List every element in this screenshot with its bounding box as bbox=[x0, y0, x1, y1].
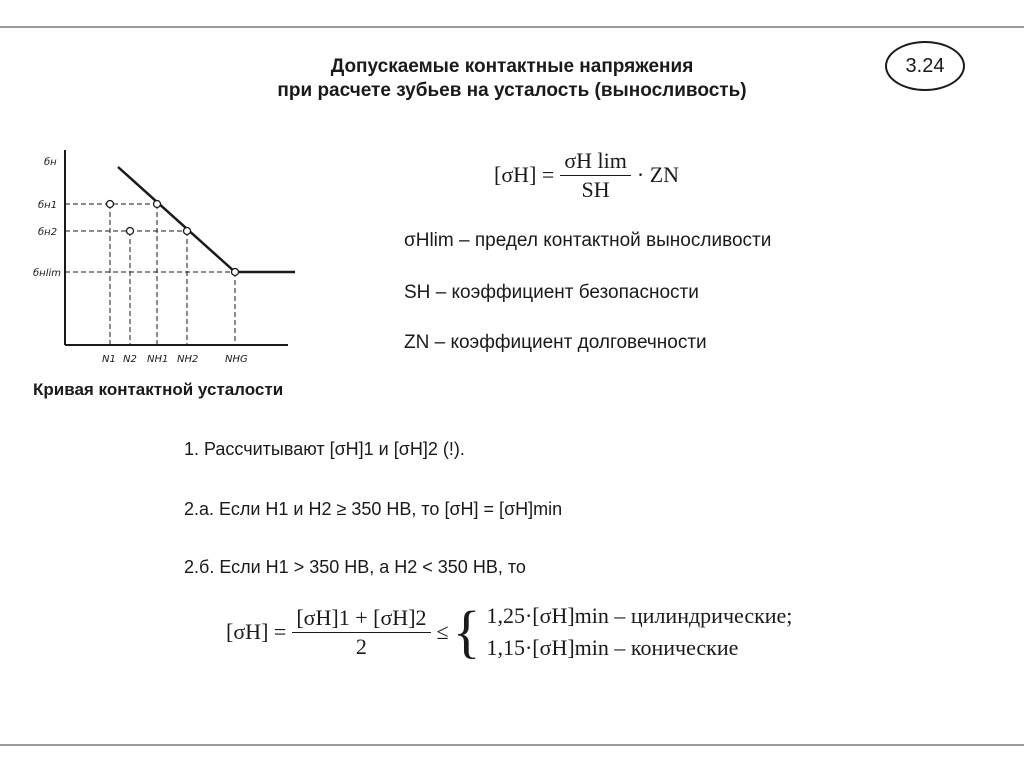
fatigue-curve-graph bbox=[30, 140, 310, 375]
formula-final-denominator: 2 bbox=[355, 633, 367, 659]
formula-final-le: ≤ bbox=[436, 619, 449, 644]
x-label-nhg: NHG bbox=[225, 354, 248, 365]
y-label-sigma-h1: бн1 bbox=[38, 200, 58, 211]
definition-text: – предел контактной выносливости bbox=[459, 230, 772, 251]
slide-title-line1: Допускаемые контактные напряжения bbox=[330, 56, 694, 77]
y-label-sigma-h: бн bbox=[44, 157, 57, 168]
formula-main-lhs: [σH] = bbox=[494, 162, 555, 187]
slide-number: 3.24 bbox=[905, 54, 945, 77]
formula-case-conical: 1,15·[σH]min – конические bbox=[486, 635, 739, 660]
definition-sh bbox=[404, 282, 699, 304]
formula-final bbox=[226, 592, 792, 672]
y-label-sigma-hlim: бнlim bbox=[33, 268, 62, 279]
definition-text: – коэффициент безопасности bbox=[435, 282, 699, 303]
formula-main-numerator: σH lim bbox=[560, 147, 631, 176]
formula-final-numerator: [σH]1 + [σH]2 bbox=[292, 604, 430, 633]
definition-symbol: ZN bbox=[404, 332, 430, 353]
definition-text: – коэффициент долговечности bbox=[434, 332, 707, 353]
step-1: 1. Рассчитывают [σH]1 и [σH]2 (!). bbox=[184, 439, 465, 459]
formula-cases bbox=[486, 603, 792, 661]
slide-title-line2: при расчете зубьев на усталость (выносливость) bbox=[277, 80, 747, 101]
x-label-nh2: NH2 bbox=[177, 354, 199, 365]
formula-final-lhs: [σH] = bbox=[226, 619, 287, 644]
formula-main bbox=[494, 143, 679, 207]
definition-sigma-hlim bbox=[404, 230, 771, 252]
curve-slope bbox=[118, 167, 235, 272]
point-nh2 bbox=[184, 228, 191, 235]
slide-number-badge bbox=[885, 41, 965, 91]
formula-main-denominator: SH bbox=[581, 176, 610, 202]
definition-zn bbox=[404, 332, 707, 354]
curve-caption: Кривая контактной усталости bbox=[33, 380, 284, 399]
bottom-rule bbox=[0, 744, 1024, 746]
top-rule bbox=[0, 26, 1024, 28]
step-2a: 2.а. Если H1 и H2 ≥ 350 HB, то [σH] = [σH]min bbox=[184, 499, 563, 519]
point-nh1 bbox=[154, 201, 161, 208]
x-label-n2: N2 bbox=[123, 354, 137, 365]
formula-main-fraction bbox=[560, 147, 631, 204]
point-nhg bbox=[232, 269, 239, 276]
formula-main-tail: · ZN bbox=[636, 162, 680, 187]
x-label-nh1: NH1 bbox=[147, 354, 169, 365]
formula-case-cylindrical: 1,25·[σH]min – цилиндрические; bbox=[486, 603, 793, 628]
definition-symbol: SH bbox=[404, 282, 431, 303]
x-label-n1: N1 bbox=[102, 354, 116, 365]
point-n2 bbox=[127, 228, 134, 235]
left-brace: { bbox=[452, 599, 481, 664]
step-2b: 2.б. Если H1 > 350 HB, а H2 < 350 HB, то bbox=[184, 557, 526, 577]
definition-symbol: σHlim bbox=[404, 230, 454, 251]
point-n1 bbox=[107, 201, 114, 208]
y-label-sigma-h2: бн2 bbox=[38, 227, 58, 238]
formula-final-fraction bbox=[292, 604, 430, 661]
